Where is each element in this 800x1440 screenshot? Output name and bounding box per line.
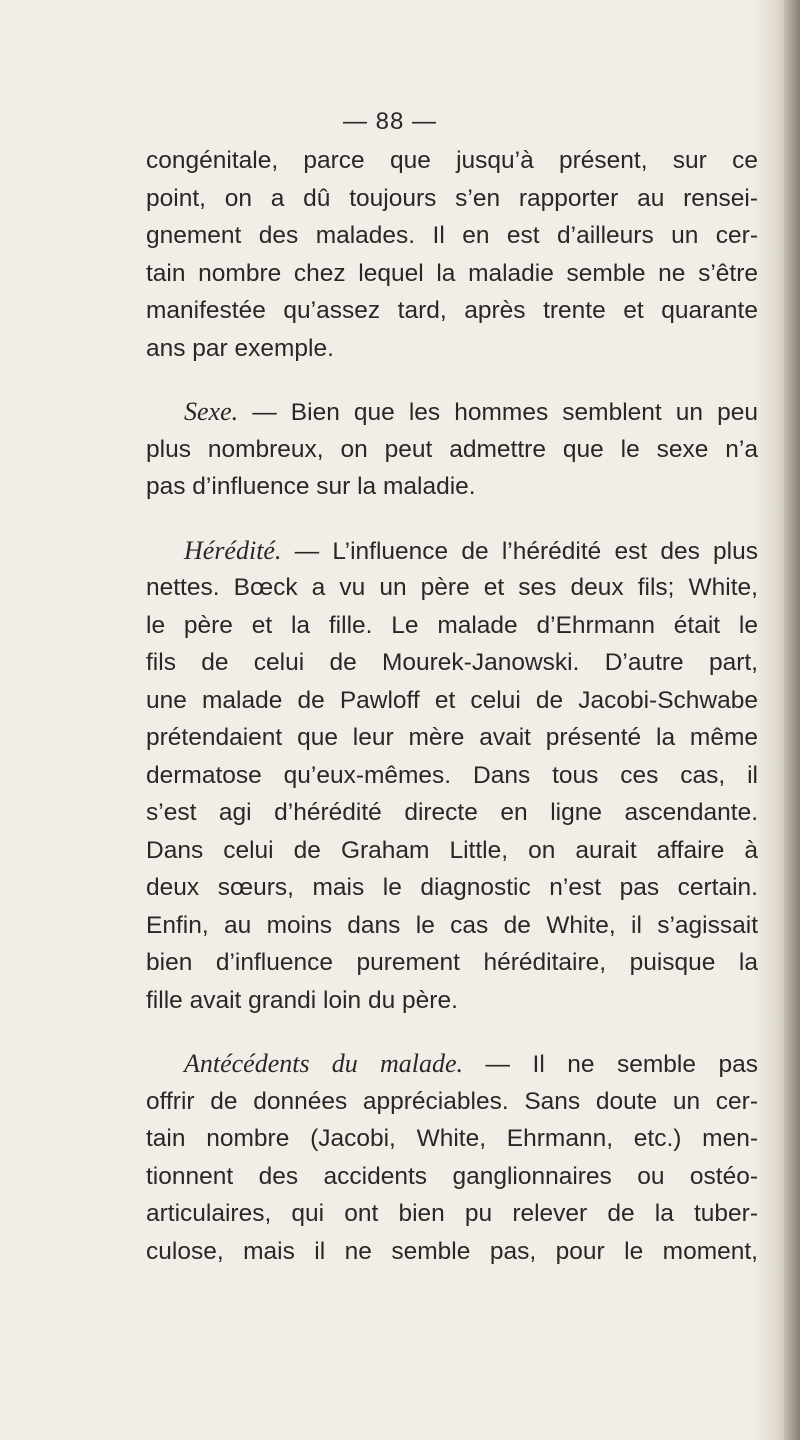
- text-line: offrir de données appréciables. Sans doute un cer-: [146, 1087, 758, 1115]
- text-line: dermatose qu’eux-mêmes. Dans tous ces cas, il: [146, 761, 758, 789]
- paragraph-heredite: [146, 532, 758, 1020]
- text-line: culose, mais il ne semble pas, pour le moment,: [146, 1237, 758, 1265]
- text-line: Dans celui de Graham Little, on aurait affaire à: [146, 836, 758, 864]
- text-line: s’est agi d’hérédité directe en ligne ascendante.: [146, 799, 758, 826]
- text-line: ans par exemple.: [146, 334, 334, 362]
- paragraph-sexe: [146, 393, 758, 506]
- text-line: gnement des malades. Il en est d’ailleurs un cer-: [146, 222, 758, 249]
- text-line: le père et la fille. Le malade d’Ehrmann était le: [146, 611, 758, 639]
- text-line: point, on a dû toujours s’en rapporter au rensei-: [146, 184, 758, 212]
- text-line: fils de celui de Mourek-Janowski. D’autre part,: [146, 649, 758, 676]
- text-line: bien d’influence purement héréditaire, puisque la: [146, 949, 758, 976]
- text-line: nettes. Bœck a vu un père et ses deux fils; White,: [146, 574, 758, 601]
- page-number: — 88 —: [342, 108, 438, 135]
- text-line: congénitale, parce que jusqu’à présent, sur ce: [146, 147, 758, 174]
- page-edge-shadow: [784, 0, 800, 1440]
- text-line: [146, 1045, 758, 1083]
- text-line: prétendaient que leur mère avait présenté la même: [146, 724, 758, 751]
- heading-line-rest: — Il ne semble pas: [463, 1051, 758, 1078]
- paragraph-congenitale: [146, 142, 758, 367]
- text-line: plus nombreux, on peut admettre que le sexe n’a: [146, 435, 758, 463]
- text-line: pas d’influence sur la maladie.: [146, 473, 476, 500]
- paragraph-antecedents: [146, 1045, 758, 1270]
- page-body: [146, 142, 758, 1270]
- text-line: manifestée qu’assez tard, après trente et quarante: [146, 297, 758, 324]
- text-line: deux sœurs, mais le diagnostic n’est pas certain.: [146, 874, 758, 901]
- text-line: tain nombre (Jacobi, White, Ehrmann, etc.) men-: [146, 1125, 758, 1152]
- section-heading-heredite: Hérédité.: [184, 535, 282, 565]
- heading-line-rest: — Bien que les hommes semblent un peu: [238, 399, 758, 426]
- text-line: une malade de Pawloff et celui de Jacobi-Schwabe: [146, 686, 758, 714]
- text-line: articulaires, qui ont bien pu relever de la tuber-: [146, 1200, 758, 1227]
- section-heading-sexe: Sexe.: [184, 397, 239, 426]
- text-line: tionnent des accidents ganglionnaires ou ostéo-: [146, 1162, 758, 1190]
- text-line: fille avait grandi loin du père.: [146, 986, 458, 1014]
- text-line: [146, 532, 758, 570]
- section-heading-antecedents: Antécédents du malade.: [184, 1049, 464, 1078]
- text-line: tain nombre chez lequel la maladie semble ne s’être: [146, 259, 758, 287]
- heading-line-rest: — L’influence de l’hérédité est des plus: [281, 537, 758, 565]
- text-line: Enfin, au moins dans le cas de White, il s’agissait: [146, 911, 758, 939]
- text-line: [146, 393, 758, 431]
